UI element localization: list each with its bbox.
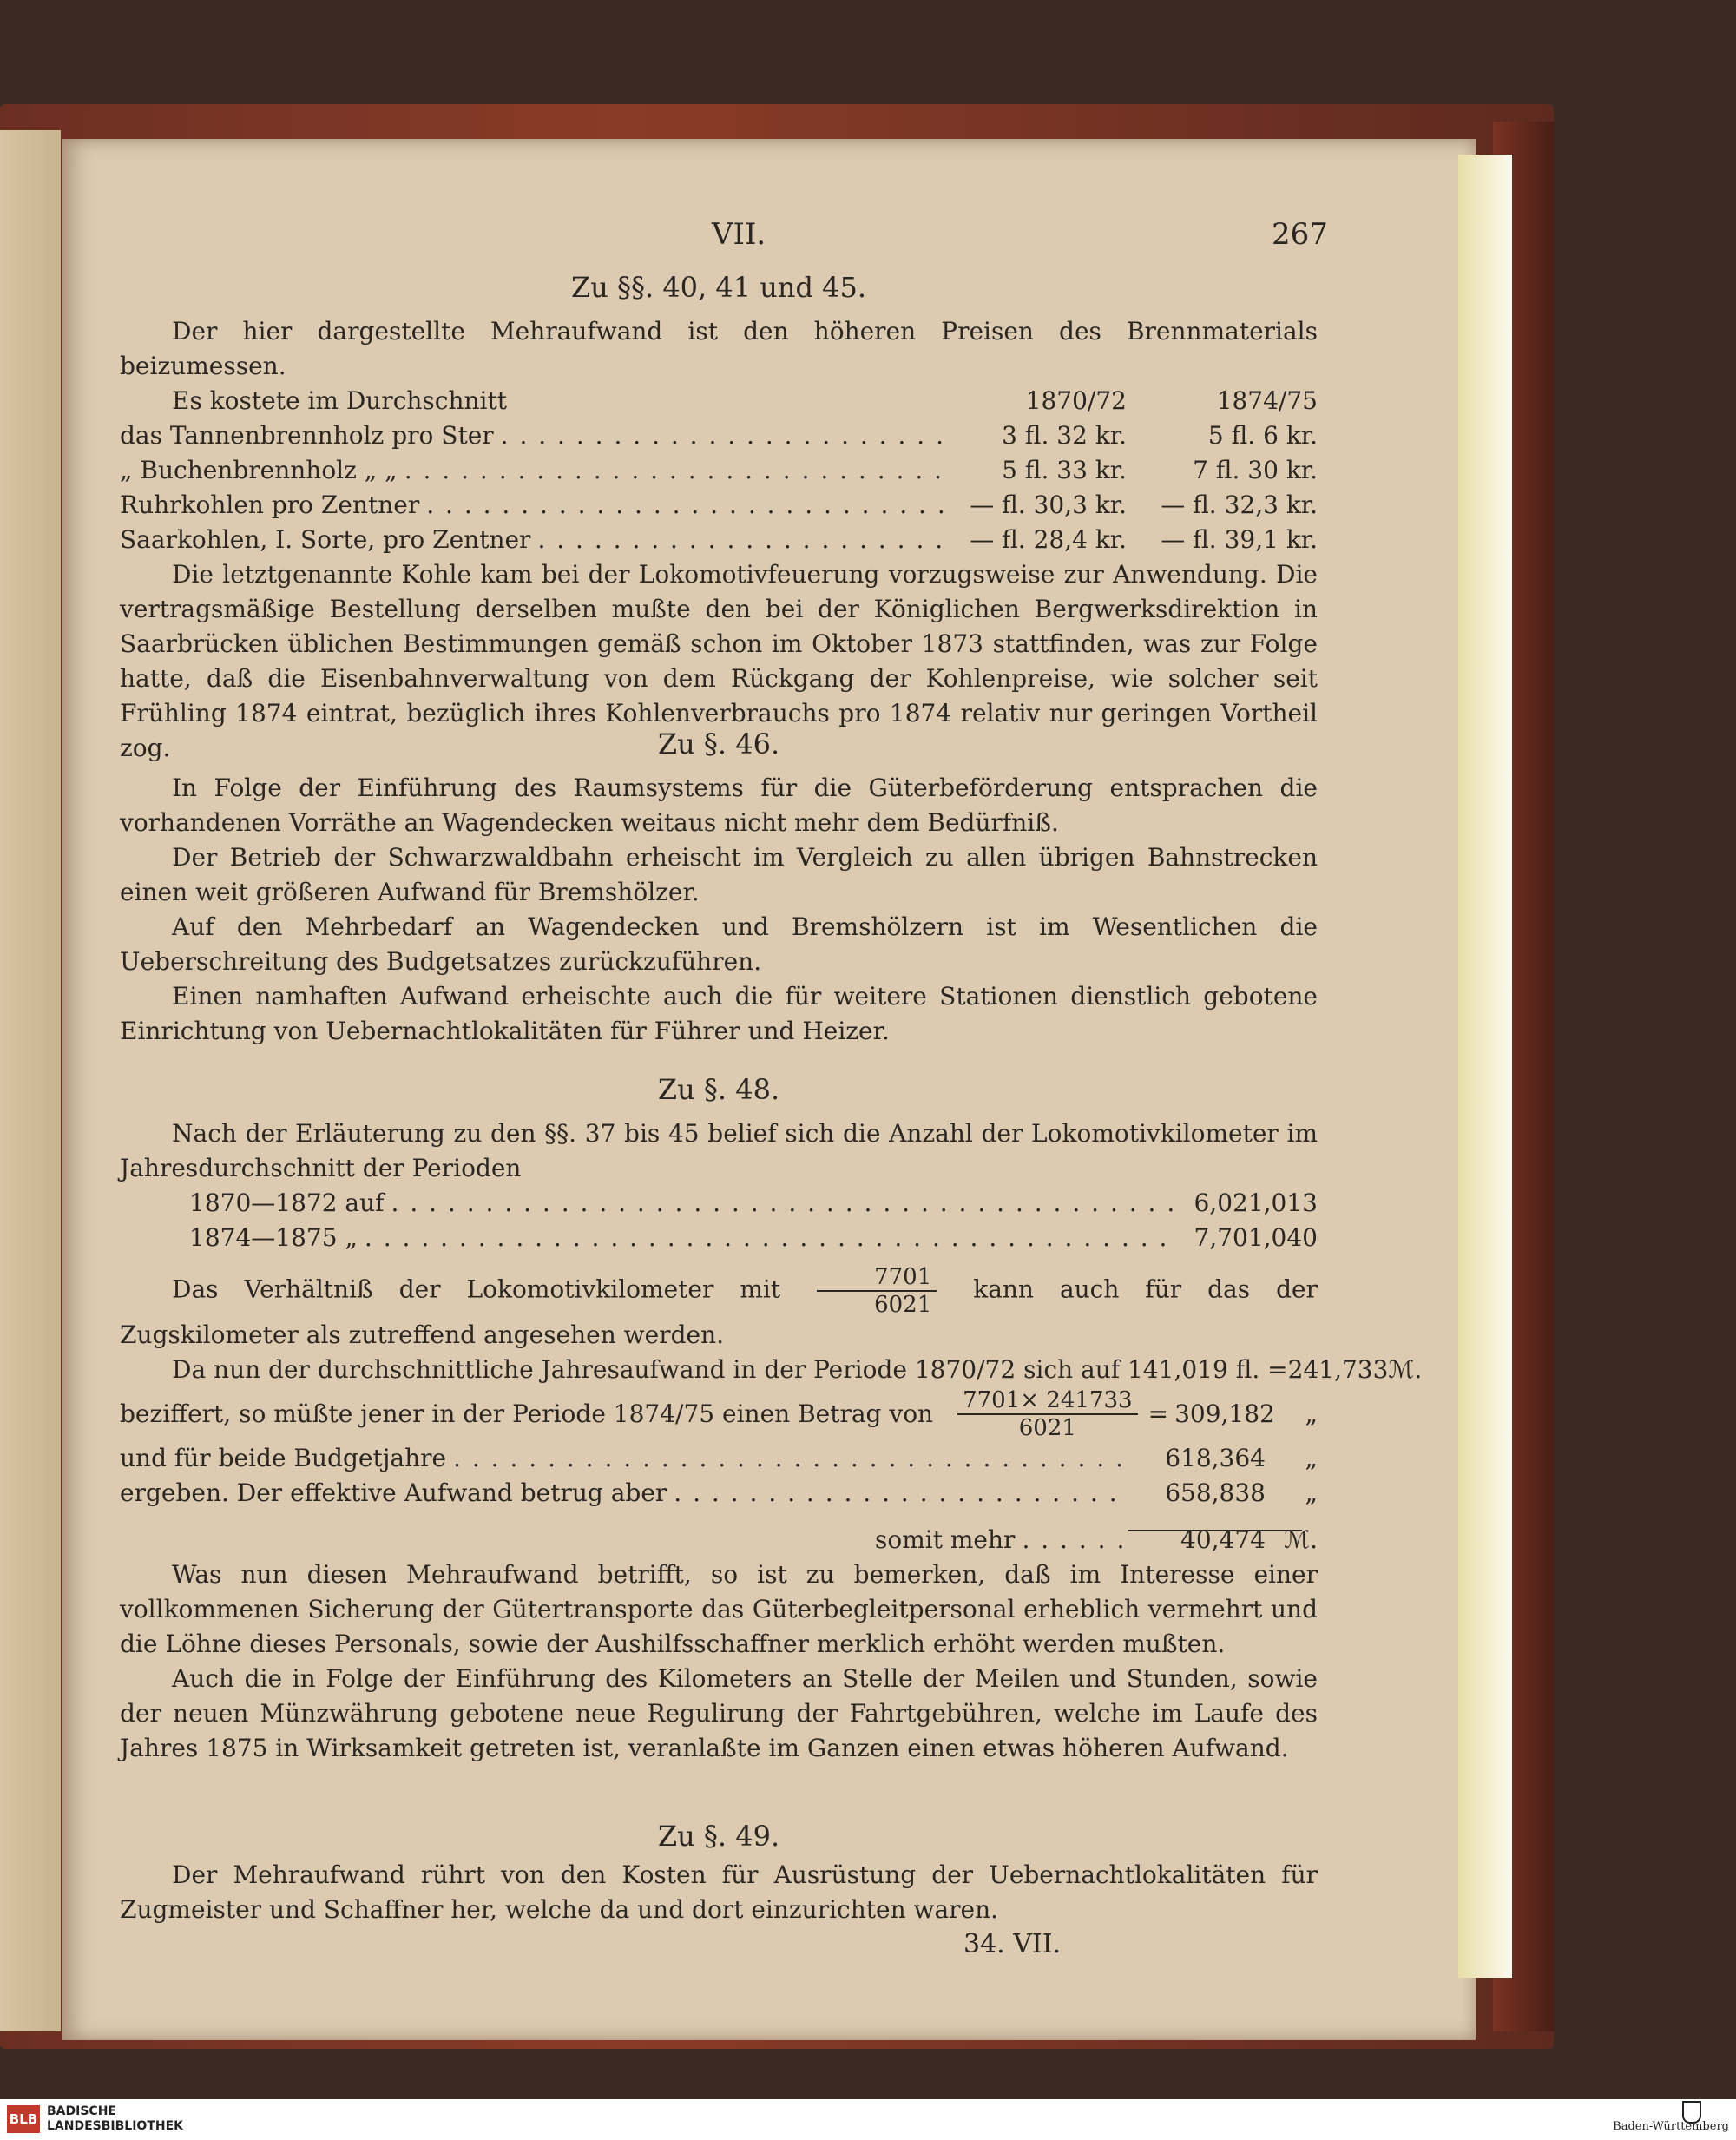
ratio-text-before: Das Verhältniß der Lokomotivkilometer mit [172,1274,781,1304]
chapter-header: VII. [712,217,766,252]
calc-unit: „ [1305,1399,1318,1428]
price-table-header [120,384,1318,418]
calc-row-total [120,1523,1318,1557]
price-row-a: 5 fl. 33 kr. [1002,456,1127,484]
calc-text: beziffert, so müßte jener in der Periode 1874/75 einen Betrag von [120,1399,934,1428]
signature-mark: 34. VII. [963,1929,1062,1959]
section-48-body [120,1116,1423,1766]
price-row-label: Ruhrkohlen pro Zentner [120,491,420,519]
period-value: 6,021,013 [1194,1189,1318,1217]
paragraph: Was nun diesen Mehraufwand betrifft, so ist zu bemerken, daß im Interesse einer vollkommenen Sicherung der Gütertransporte das Güterbegleitpersonal erheblich vermehrt und die Löhne dieses Personals, sowie der Aushilfsschaffner merklich erhöht werden mußten. [120,1560,1318,1658]
calc-unit: ℳ. [1284,1525,1318,1554]
price-row-a: 3 fl. 32 kr. [1002,421,1127,450]
price-col-a: 1870/72 [1025,386,1127,415]
paragraph: Der Mehraufwand rührt von den Kosten für Ausrüstung der Uebernachtlokalitäten für Zugmeister und Schaffner her, welche da und dort einzurichten waren. [120,1860,1318,1924]
calc-unit: „ [1305,1478,1318,1507]
period-label: 1874—1875 „ [189,1223,358,1252]
left-page-edge [0,130,61,2031]
calc-numerator: 7701× 241733 [957,1387,1137,1415]
calc-denominator: 6021 [1018,1415,1076,1441]
section-40-body [120,314,1318,766]
price-row-a: — fl. 30,3 kr. [970,491,1127,519]
calc-row [120,1387,1318,1441]
section-heading-40: Zu §§. 40, 41 und 45. [570,271,867,304]
paragraph: Auch die in Folge der Einführung des Kilometers an Stelle der Meilen und Stunden, sowie der neuen Münzwährung gebotene neue Regulirung der Fahrtgebühren, welche im Laufe des Jahres 1875 in Wirksamkeit getreten ist, veranlaßte im Ganzen einen etwas höheren Aufwand. [120,1664,1318,1762]
paragraph: In Folge der Einführung des Raumsystems für die Güterbeförderung entsprachen die vorhandenen Vorräthe an Wagendecken weitaus nicht mehr dem Bedürfniß. [120,774,1318,837]
price-row-a: — fl. 28,4 kr. [970,525,1127,554]
page-number: 267 [1272,217,1328,252]
ratio-numerator: 7701 [817,1264,937,1292]
section-49-body [120,1858,1318,1927]
calc-unit: „ [1305,1444,1318,1472]
price-row-b: 5 fl. 6 kr. [1207,421,1318,450]
price-row-b: — fl. 32,3 kr. [1161,491,1318,519]
calc-text: und für beide Budgetjahre [120,1444,447,1472]
calc-value: 658,838 [1165,1478,1266,1507]
calc-text: somit mehr [875,1525,1016,1554]
page-stack-edge [1458,155,1512,1978]
period-row [120,1221,1318,1255]
calc-equals: = [1147,1399,1169,1428]
price-row-b: 7 fl. 30 kr. [1193,456,1318,484]
calc-row [120,1353,1423,1387]
calc-value: 241,733 [1287,1355,1389,1384]
section-heading-49: Zu §. 49. [657,1820,780,1853]
price-row-label: das Tannenbrennholz pro Ster [120,421,494,450]
library-name [47,2104,183,2134]
paragraph: Auf den Mehrbedarf an Wagendecken und Bremshölzern ist im Wesentlichen die Ueberschreitung des Budgetsatzes zurückzuführen. [120,912,1318,976]
price-row-label: „ Buchenbrennholz „ „ [120,456,398,484]
price-row [120,488,1318,523]
section-40-paragraph: Die letztgenannte Kohle kam bei der Lokomotivfeuerung vorzugsweise zur Anwendung. Die vertragsmäßige Bestellung derselben mußte den bei der Königlichen Bergwerksdirektion in Saarbrücken üblichen Bestimmungen gemäß schon im Oktober 1873 stattfinden, was zur Folge hatte, daß die Eisenbahnverwaltung von dem Rückgang der Kohlenpreise, wie solcher seit Frühling 1874 eintrat, bezüglich ihres Kohlenverbrauchs pro 1874 relativ nur geringen Vortheil zog. [120,560,1318,762]
library-name-line2: LANDESBIBLIOTHEK [47,2119,184,2133]
section-heading-46: Zu §. 46. [657,728,780,761]
price-row-b: — fl. 39,1 kr. [1161,525,1318,554]
price-col-b: 1874/75 [1216,386,1318,415]
paragraph: Einen namhaften Aufwand erheischte auch die für weitere Stationen dienstlich gebotene Einrichtung von Uebernachtlokalitäten für Führer und Heizer. [120,982,1318,1045]
price-table-label: Es kostete im Durchschnitt [172,386,508,415]
calc-text: ergeben. Der effektive Aufwand betrug aber [120,1478,667,1507]
ratio-text-after: kann auch für das der Zugskilometer als zutreffend angesehen werden. [120,1274,1318,1349]
blb-logo-icon: BLB [7,2105,40,2133]
section-heading-48: Zu §. 48. [657,1073,780,1106]
section-46-body [120,771,1318,1049]
period-value: 7,701,040 [1194,1223,1318,1252]
library-name-line1: BADISCHE [47,2104,116,2118]
price-row-label: Saarkohlen, I. Sorte, pro Zentner [120,525,531,554]
calc-row [120,1441,1318,1476]
section-48-intro: Nach der Erläuterung zu den §§. 37 bis 45 belief sich die Anzahl der Lokomotivkilometer im Jahresdurchschnitt der Perioden [120,1119,1318,1182]
sum-rule [1128,1530,1302,1531]
state-label: Baden-Württemberg [1613,2120,1729,2133]
price-row [120,418,1318,453]
period-label: 1870—1872 auf [189,1189,385,1217]
calc-value: 618,364 [1165,1444,1266,1472]
ratio-denominator: 6021 [874,1292,932,1318]
price-row [120,523,1318,557]
calc-unit: ℳ. [1388,1355,1423,1384]
calc-text: Da nun der durchschnittliche Jahresaufwand in der Periode 1870/72 sich auf 141,019 fl. = [172,1355,1288,1384]
ratio-paragraph [120,1264,1318,1353]
calc-row [120,1476,1318,1511]
calc-value: 309,182 [1174,1399,1275,1428]
calc-value: 40,474 [1180,1525,1266,1554]
price-row [120,453,1318,488]
section-40-intro: Der hier dargestellte Mehraufwand ist den höheren Preisen des Brennmaterials beizumessen. [120,317,1318,380]
ratio-fraction [817,1264,937,1318]
library-footer-bar [0,2099,1736,2140]
calc-fraction [957,1387,1137,1441]
period-row [120,1186,1318,1221]
paragraph: Der Betrieb der Schwarzwaldbahn erheischt im Vergleich zu allen übrigen Bahnstrecken einen weit größeren Aufwand für Bremshölzer. [120,843,1318,906]
